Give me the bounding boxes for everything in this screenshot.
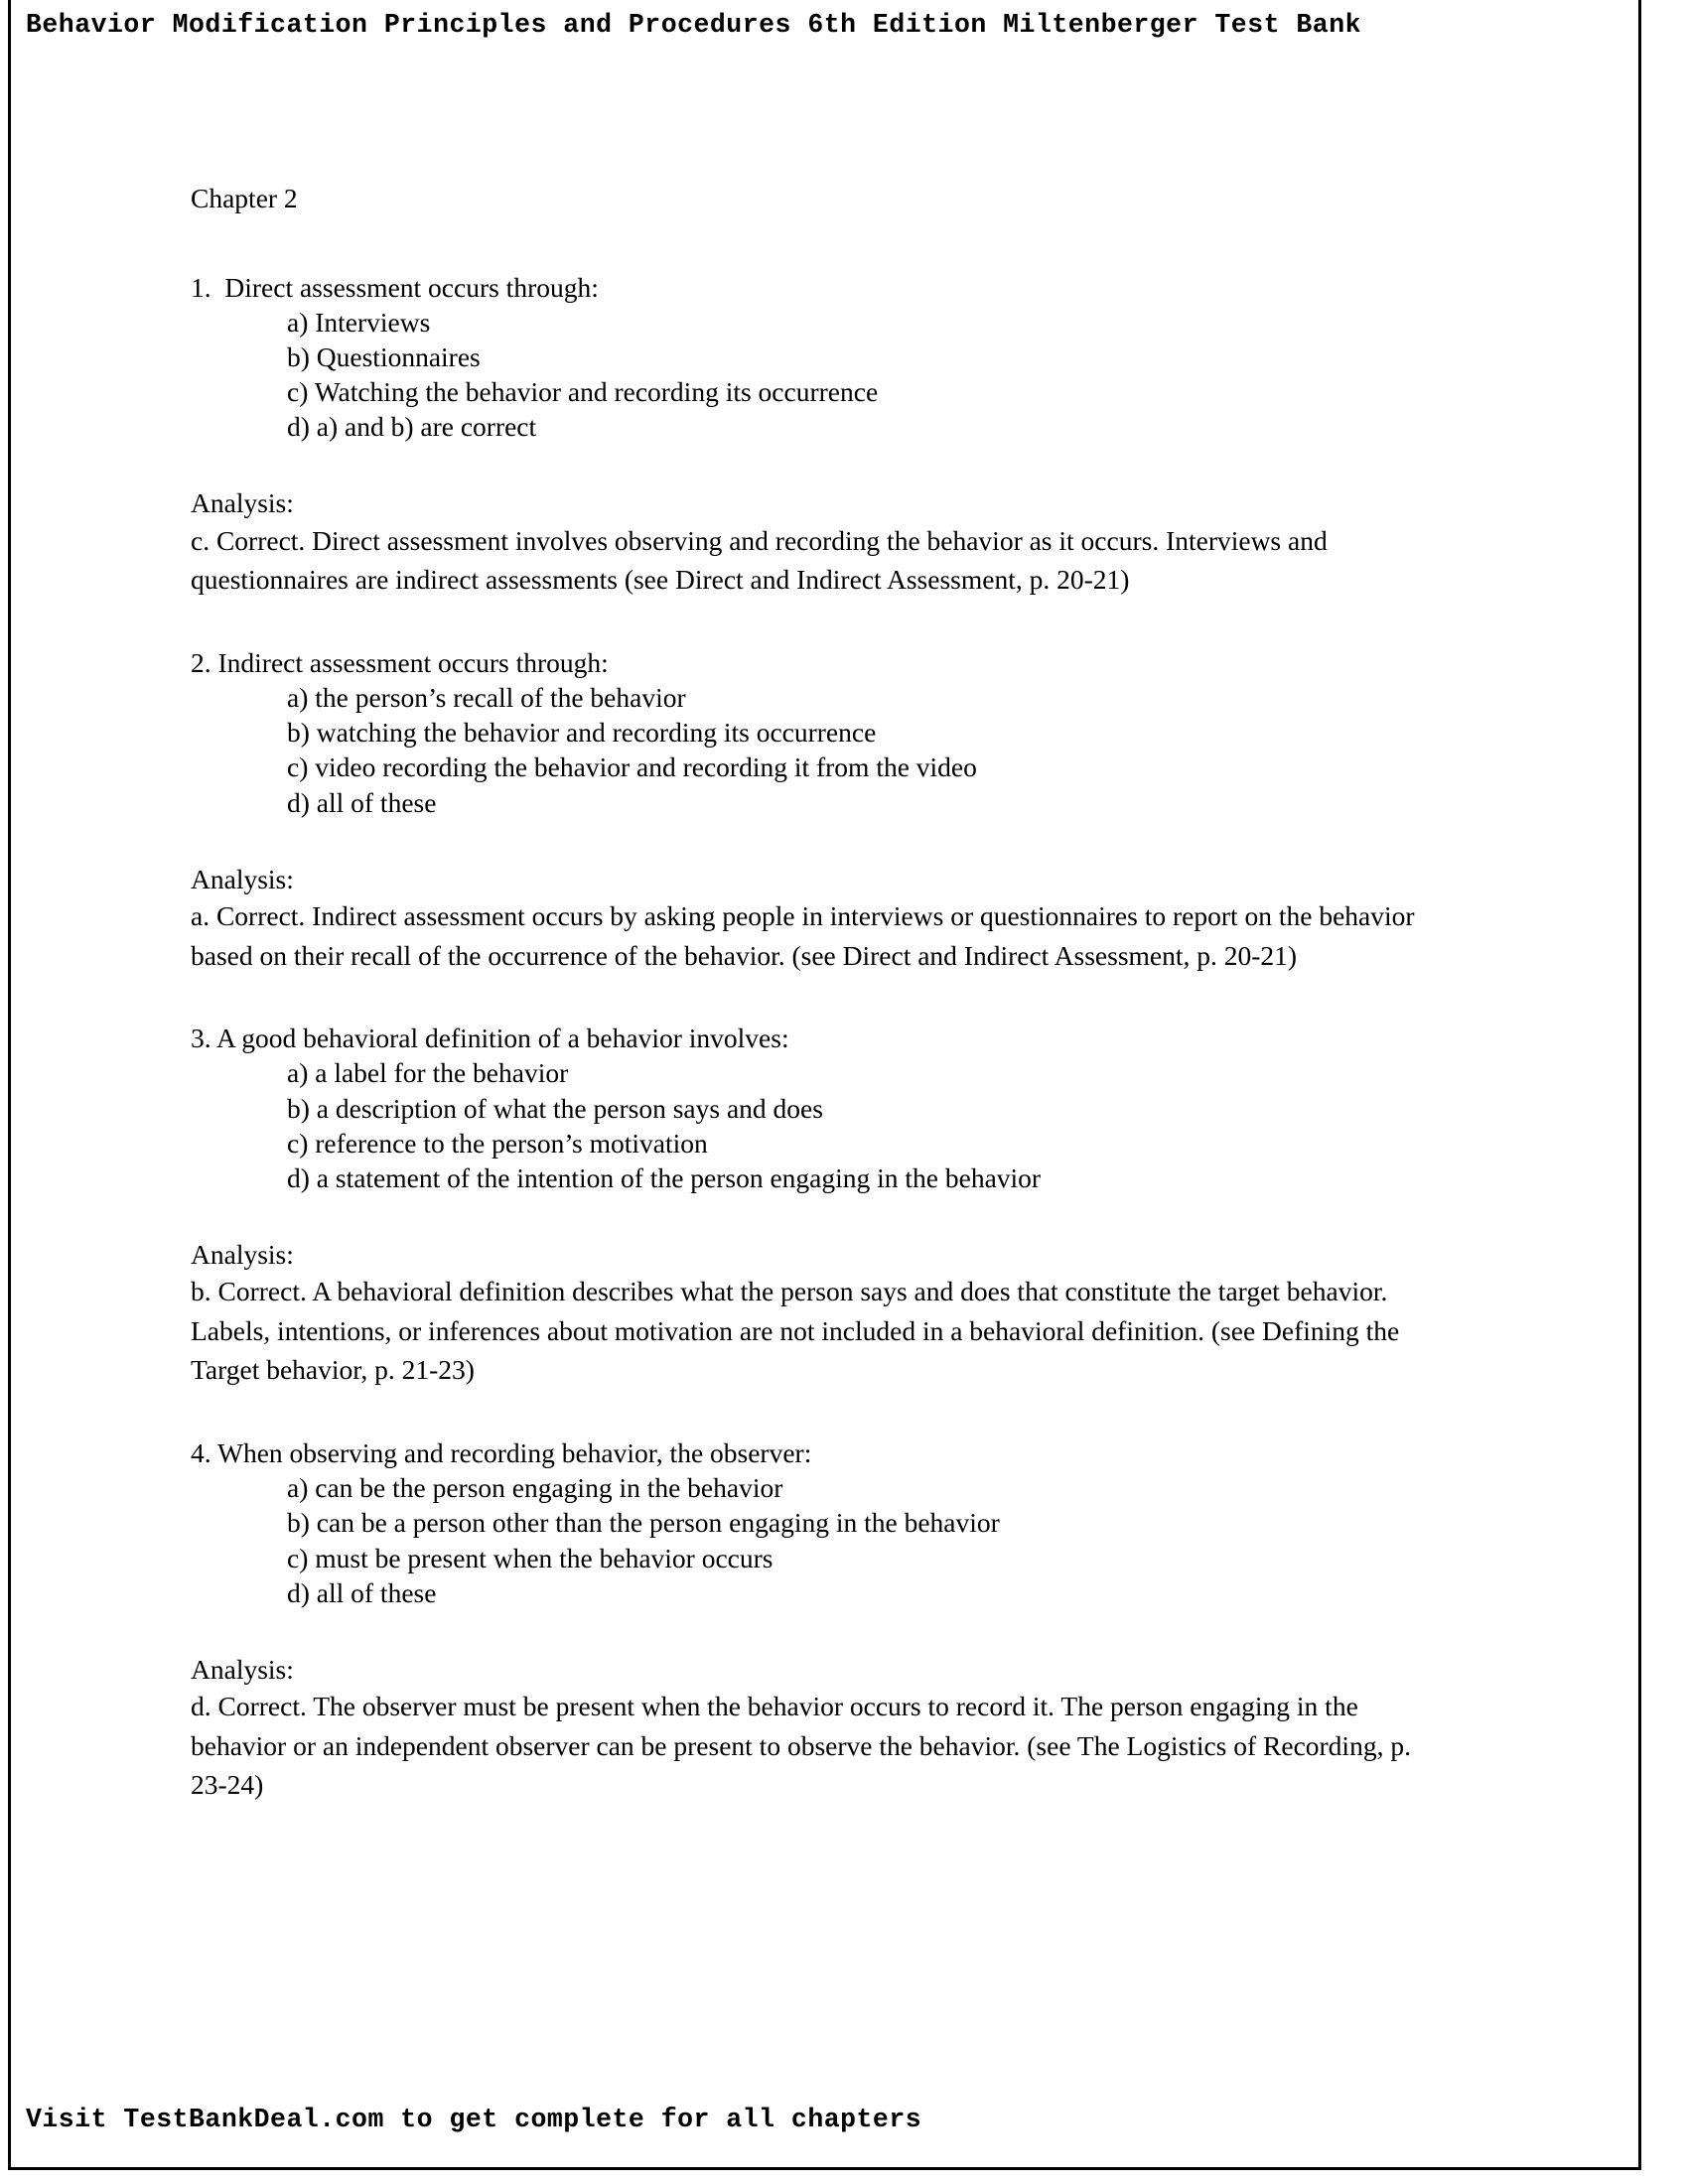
option-item: c) reference to the person’s motivation: [287, 1127, 708, 1159]
option-item: b) Questionnaires: [287, 341, 481, 372]
option-item: b) a description of what the person says and does: [287, 1092, 823, 1124]
chapter-heading: Chapter 2: [191, 183, 298, 213]
option-item: b) can be a person other than the person engaging in the behavior: [287, 1507, 1000, 1539]
option-item: d) a) and b) are correct: [287, 411, 537, 443]
spacer: [191, 600, 1452, 645]
spacer: [191, 1390, 1452, 1435]
document-header: Behavior Modification Principles and Procedures 6th Edition Miltenberger Test Bank: [26, 10, 1362, 40]
option-item: c) must be present when the behavior occurs: [287, 1542, 774, 1573]
analysis-text-2: a. Correct. Indirect assessment occurs by asking people in interviews or questionnaires to report on the behavior based on their recall of the occurrence of the behavior. (see Direct and Indirect Assessment, p. 20-21): [191, 899, 1415, 971]
option-item: a) a label for the behavior: [287, 1057, 569, 1089]
document-footer: Visit TestBankDeal.com to get complete for all chapters: [26, 2105, 922, 2134]
option-item: c) Watching the behavior and recording its occurrence: [287, 376, 879, 408]
spacer: [191, 975, 1452, 1021]
page-border-bottom: [8, 2167, 1641, 2170]
option-list-3: [191, 1055, 1452, 1195]
page-border-right: [1638, 0, 1641, 2170]
option-item: a) can be the person engaging in the behavior: [287, 1472, 783, 1504]
analysis-label-4: Analysis:: [191, 1653, 294, 1685]
analysis-label-2: Analysis:: [191, 863, 294, 894]
option-item: c) video recording the behavior and recording it from the video: [287, 751, 977, 783]
document-body: [191, 185, 1452, 1805]
option-item: a) the person’s recall of the behavior: [287, 682, 686, 713]
option-item: d) a statement of the intention of the person engaging in the behavior: [287, 1161, 1042, 1193]
page-border-left: [8, 0, 11, 2170]
analysis-text-4: d. Correct. The observer must be present when the behavior occurs to record it. The person engaging in the behavior or an independent observer can be present to observe the behavior. (see The Logistics of Recording, p. 23-24): [191, 1691, 1411, 1801]
question-stem-2: 2. Indirect assessment occurs through:: [191, 646, 609, 678]
question-block-2: [191, 645, 1452, 975]
question-stem-1: 1. Direct assessment occurs through:: [191, 271, 599, 303]
option-item: d) all of these: [287, 1576, 437, 1608]
question-block-1: [191, 270, 1452, 600]
question-block-3: [191, 1021, 1452, 1390]
question-stem-3: 3. A good behavioral definition of a behavior involves:: [191, 1023, 789, 1054]
analysis-text-3: b. Correct. A behavioral definition describes what the person says and does that constitute the target behavior. Labels, intentions, or inferences about motivation are not included in a behavioral definition. (see Defining the Target behavior, p. 21-23): [191, 1276, 1400, 1386]
analysis-text-1: c. Correct. Direct assessment involves observing and recording the behavior as it occurs. Interviews and questionnaires are indirect assessments (see Direct and Indirect Assessment, p. 20-21): [191, 524, 1328, 596]
option-item: b) watching the behavior and recording its occurrence: [287, 717, 877, 749]
analysis-label-1: Analysis:: [191, 487, 294, 519]
question-stem-4: 4. When observing and recording behavior, the observer:: [191, 1437, 812, 1469]
analysis-label-3: Analysis:: [191, 1239, 294, 1271]
option-item: a) Interviews: [287, 306, 431, 338]
option-item: d) all of these: [287, 786, 437, 818]
option-list-2: [191, 680, 1452, 820]
option-list-4: [191, 1470, 1452, 1610]
question-block-4: [191, 1435, 1452, 1805]
option-list-1: [191, 305, 1452, 445]
